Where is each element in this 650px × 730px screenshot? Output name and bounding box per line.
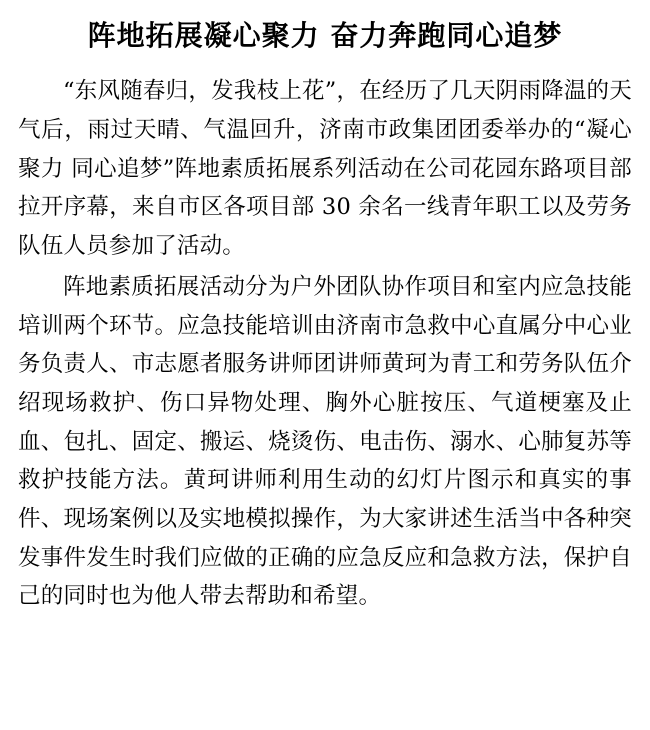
paragraph: 阵地素质拓展活动分为户外团队协作项目和室内应急技能培训两个环节。应急技能培训由济南市急救中心直属分中心业务负责人、市志愿者服务讲师团讲师黄珂为青工和劳务队伍介绍现场救护、伤口异物处理、胸外心脏按压、气道梗塞及止血、包扎、固定、搬运、烧烫伤、电击伤、溺水、心肺复苏等救护技能方法。黄珂讲师利用生动的幻灯片图示和真实的事件、现场案例以及实地模拟操作，为大家讲述生活当中各种突发事件发生时我们应做的正确的应急反应和急救方法，保护自己的同时也为他人带去帮助和希望。 xyxy=(18,273,632,610)
document-body xyxy=(18,72,632,616)
document-title: 阵地拓展凝心聚力 奋力奔跑同心追梦 xyxy=(87,19,563,52)
paragraph: “东风随春归，发我枝上花”，在经历了几天阴雨降温的天气后，雨过天晴、气温回升，济南市政集团团委举办的“凝心聚力 同心追梦”阵地素质拓展系列活动在公司花园东路项目部拉开序幕，来自市区各项目部 30 余名一线青年职工以及劳务队伍人员参加了活动。 xyxy=(18,78,632,260)
